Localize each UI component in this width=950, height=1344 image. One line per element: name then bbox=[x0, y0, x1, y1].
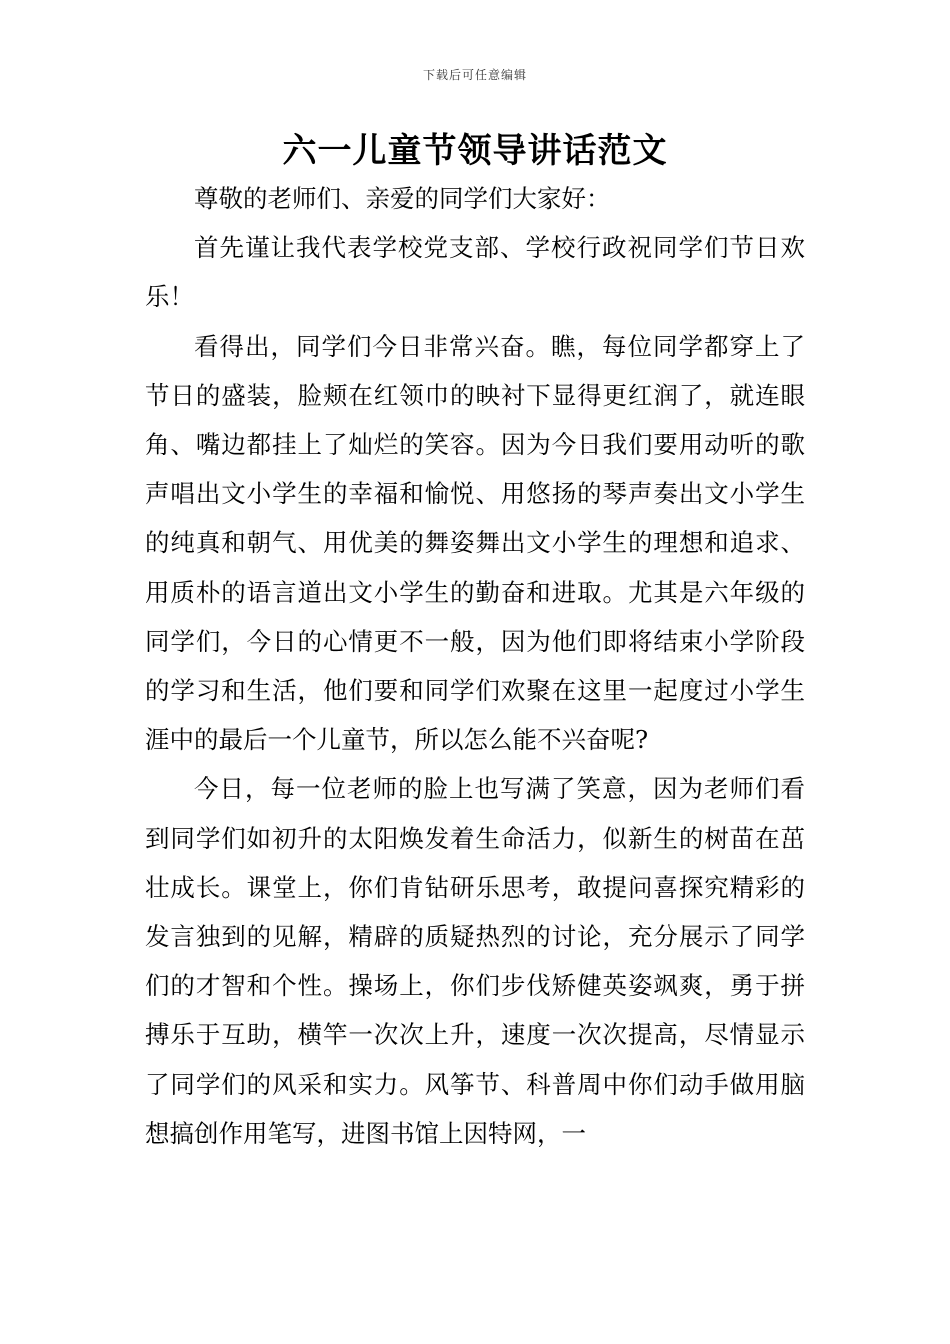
paragraph-greeting: 尊敬的老师们、亲爱的同学们大家好： bbox=[194, 184, 611, 213]
document-body bbox=[145, 174, 805, 1158]
header-note: 下载后可任意编辑 bbox=[422, 68, 527, 82]
document-title: 六一儿童节领导讲话范文 bbox=[282, 131, 668, 171]
paragraph-wishes: 首先谨让我代表学校党支部、学校行政祝同学们节日欢乐！ bbox=[145, 233, 805, 312]
paragraph-teachers: 今日，每一位老师的脸上也写满了笑意，因为老师们看到同学们如初升的太阳焕发着生命活力，似新生的树苗在茁壮成长。课堂上，你们肯钻研乐思考，敢提问喜探究精彩的发言独到的见解，精辟的质疑热烈的讨论，充分展示了同学们的才智和个性。操场上，你们步伐矫健英姿飒爽，勇于拼搏乐于互助，横竿一次次上升，速度一次次提高，尽情显示了同学们的风采和实力。风筝节、科普周中你们动手做用脑想搞创作用笔写，进图书馆上因特网，一 bbox=[145, 774, 805, 1148]
paragraph-students: 看得出，同学们今日非常兴奋。瞧，每位同学都穿上了节日的盛装，脸颊在红领巾的映衬下显得更红润了，就连眼角、嘴边都挂上了灿烂的笑容。因为今日我们要用动听的歌声唱出文小学生的幸福和愉悦、用悠扬的琴声奏出文小学生的纯真和朝气、用优美的舞姿舞出文小学生的理想和追求、用质朴的语言道出文小学生的勤奋和进取。尤其是六年级的同学们，今日的心情更不一般，因为他们即将结束小学阶段的学习和生活，他们要和同学们欢聚在这里一起度过小学生涯中的最后一个儿童节，所以怎么能不兴奋呢? bbox=[145, 331, 805, 755]
